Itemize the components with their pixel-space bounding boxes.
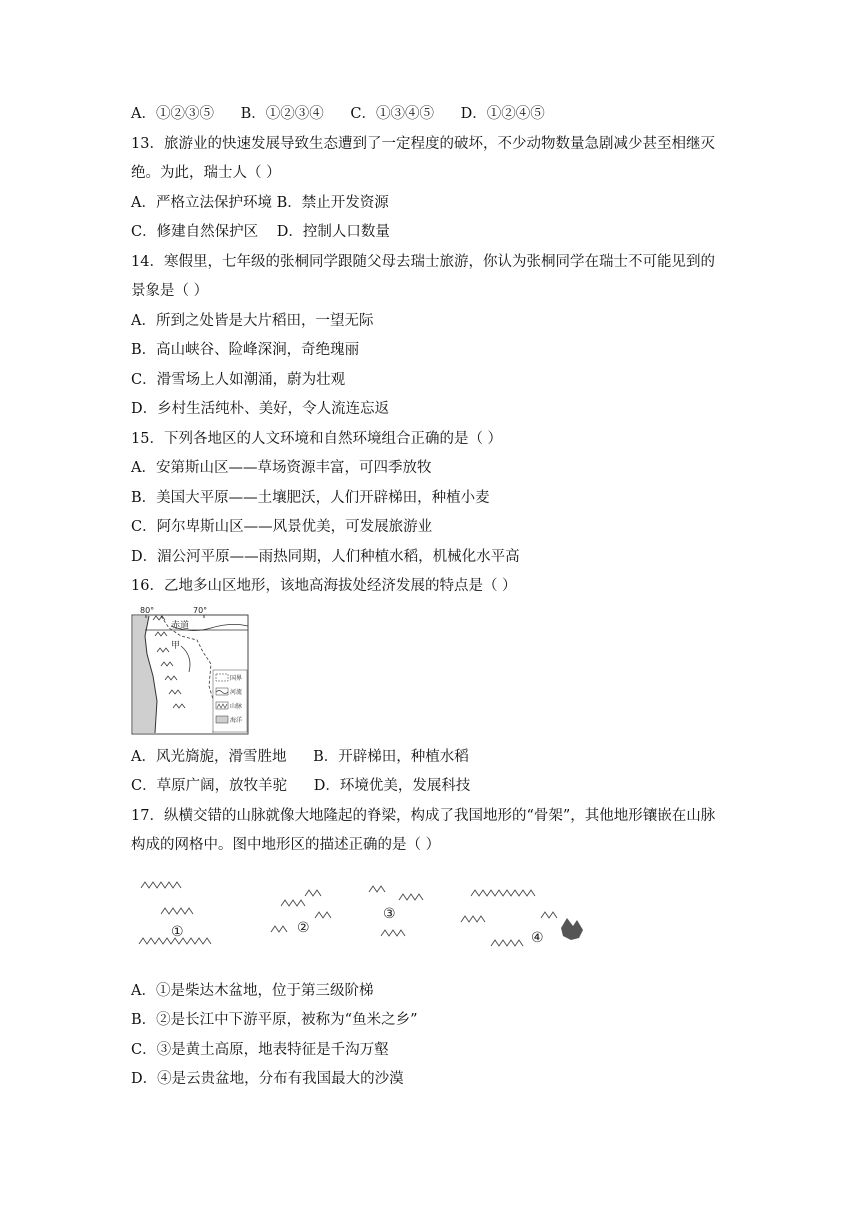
q15-option-d: D．湄公河平原——雨热同期，人们种植水稻，机械化水平高: [131, 549, 520, 565]
q17-option-d: D．④是云贵盆地，分布有我国最大的沙漠: [131, 1071, 404, 1087]
map-region-label: 甲: [171, 641, 181, 651]
q16-options-row1: [131, 747, 469, 767]
map-lon-label-80: 80°: [140, 606, 155, 615]
q16-map-figure: [131, 606, 251, 736]
terrain-label-2: ②: [297, 920, 310, 936]
legend-ocean-label: 海洋: [230, 717, 243, 724]
legend-mountain-label: 山脉: [230, 703, 243, 710]
china-terrain-sketch: [131, 866, 591, 970]
map-equator-label: 赤道: [171, 621, 190, 631]
legend-border-label: 国界: [230, 675, 243, 682]
q12-option-b: B．①②③④: [240, 106, 324, 122]
q13-option-c: C．修建自然保护区: [131, 224, 259, 240]
q17-stem-line1: 17．纵横交错的山脉就像大地隆起的脊梁，构成了我国地形的“骨架”，其他地形镶嵌在山脉: [131, 808, 716, 824]
q17-option-c: C．③是黄土高原，地表特征是千沟万壑: [131, 1042, 389, 1058]
q15-stem: 15．下列各地区的人文环境和自然环境组合正确的是（ ）: [131, 431, 503, 447]
q17-option-a: A．①是柴达木盆地，位于第三级阶梯: [131, 983, 374, 999]
q13-stem-line2: 绝。为此，瑞士人（ ）: [131, 165, 281, 181]
q16-stem: 16．乙地多山区地形，该地高海拔处经济发展的特点是（ ）: [131, 578, 517, 594]
q14-option-c: C．滑雪场上人如潮涌，蔚为壮观: [131, 372, 346, 388]
q14-option-d: D．乡村生活纯朴、美好，令人流连忘返: [131, 401, 390, 417]
q13-option-b: B．禁止开发资源: [276, 195, 389, 211]
q14-stem-line1: 14．寒假里，七年级的张桐同学跟随父母去瑞士旅游，你认为张桐同学在瑞士不可能见到的: [131, 254, 715, 270]
q16-option-c: C．草原广阔，放牧羊驼: [131, 778, 288, 794]
q13-option-d: D．控制人口数量: [276, 224, 390, 240]
terrain-label-1: ①: [171, 924, 184, 940]
q12-option-a: A．①②③⑤: [131, 106, 214, 122]
q16-option-b: B．开辟梯田，种植水稻: [313, 749, 469, 765]
q12-options-row: [131, 104, 545, 124]
q16-options-row2: [131, 776, 470, 796]
q15-option-a: A．安第斯山区——草场资源丰富，可四季放牧: [131, 460, 432, 476]
q14-option-a: A．所到之处皆是大片稻田，一望无际: [131, 313, 374, 329]
q13-options-row1: [131, 193, 389, 213]
q16-option-d: D．环境优美，发展科技: [313, 778, 471, 794]
q16-option-a: A．风光旖旎，滑雪胜地: [131, 749, 287, 765]
q13-stem-line1: 13．旅游业的快速发展导致生态遭到了一定程度的破坏，不少动物数量急剧减少甚至相继灭: [131, 136, 715, 152]
q13-options-row2: [131, 222, 390, 242]
q14-stem-line2: 景象是（ ）: [131, 283, 209, 299]
map-lon-label-70: 70°: [193, 606, 208, 615]
legend-ocean-swatch: [216, 716, 228, 723]
q17-option-b: B．②是长江中下游平原，被称为“鱼米之乡”: [131, 1012, 418, 1028]
q17-stem-line2: 构成的网格中。图中地形区的描述正确的是（ ）: [131, 837, 441, 853]
q15-option-b: B．美国大平原——土壤肥沃，人们开辟梯田，种植小麦: [131, 490, 490, 506]
q12-option-d: D．①②④⑤: [460, 106, 545, 122]
q17-terrain-figure: [131, 866, 591, 970]
q13-option-a: A．严格立法保护环境: [131, 195, 272, 211]
q15-option-c: C．阿尔卑斯山区——风景优美，可发展旅游业: [131, 519, 433, 535]
terrain-label-4: ④: [531, 930, 544, 946]
q12-option-c: C．①③④⑤: [350, 106, 434, 122]
q14-option-b: B．高山峡谷、险峰深涧，奇绝瑰丽: [131, 342, 360, 358]
terrain-label-3: ③: [383, 906, 396, 922]
legend-border-swatch: [216, 674, 228, 681]
south-america-map: [131, 606, 251, 736]
legend-river-label: 河流: [230, 689, 243, 696]
